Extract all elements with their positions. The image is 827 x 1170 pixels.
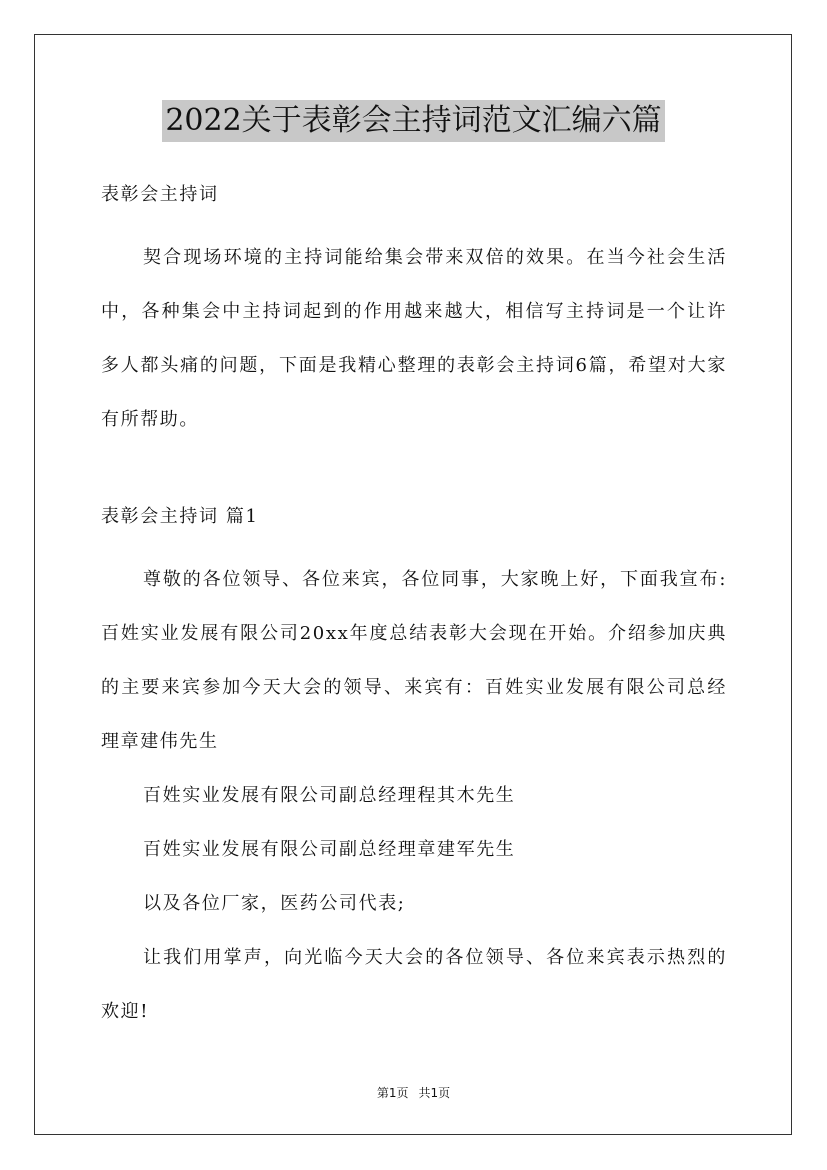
page-footer [0, 1084, 827, 1101]
intro-heading: 表彰会主持词 [101, 184, 219, 205]
document-title: 2022关于表彰会主持词范文汇编六篇 [162, 100, 664, 142]
section-spacer [101, 447, 727, 499]
section1-heading: 表彰会主持词 篇1 [101, 506, 259, 527]
title-container [0, 100, 827, 142]
page-total: 共1页 [418, 1086, 451, 1100]
intro-paragraph: 契合现场环境的主持词能给集会带来双倍的效果。在当今社会生活中，各种集会中主持词起到的作用越来越大，相信写主持词是一个让许多人都头痛的问题，下面是我精心整理的表彰会主持词6篇，希望对大家有所帮助。 [101, 247, 727, 430]
section1-paragraph-4: 以及各位厂家，医药公司代表; [143, 893, 406, 914]
section1-paragraph-5: 让我们用掌声，向光临今天大会的各位领导、各位来宾表示热烈的欢迎! [101, 947, 727, 1022]
section1-paragraph-1: 尊敬的各位领导、各位来宾，各位同事，大家晚上好，下面我宣布:百姓实业发展有限公司20xx年度总结表彰大会现在开始。介绍参加庆典的主要来宾参加今天大会的领导、来宾有：百姓实业发展有限公司总经理章建伟先生 [101, 569, 727, 752]
document-body [101, 177, 727, 1039]
section1-paragraph-3: 百姓实业发展有限公司副总经理章建军先生 [143, 839, 516, 860]
section1-paragraph-2: 百姓实业发展有限公司副总经理程其木先生 [143, 785, 516, 806]
page-number: 第1页 [376, 1086, 409, 1100]
